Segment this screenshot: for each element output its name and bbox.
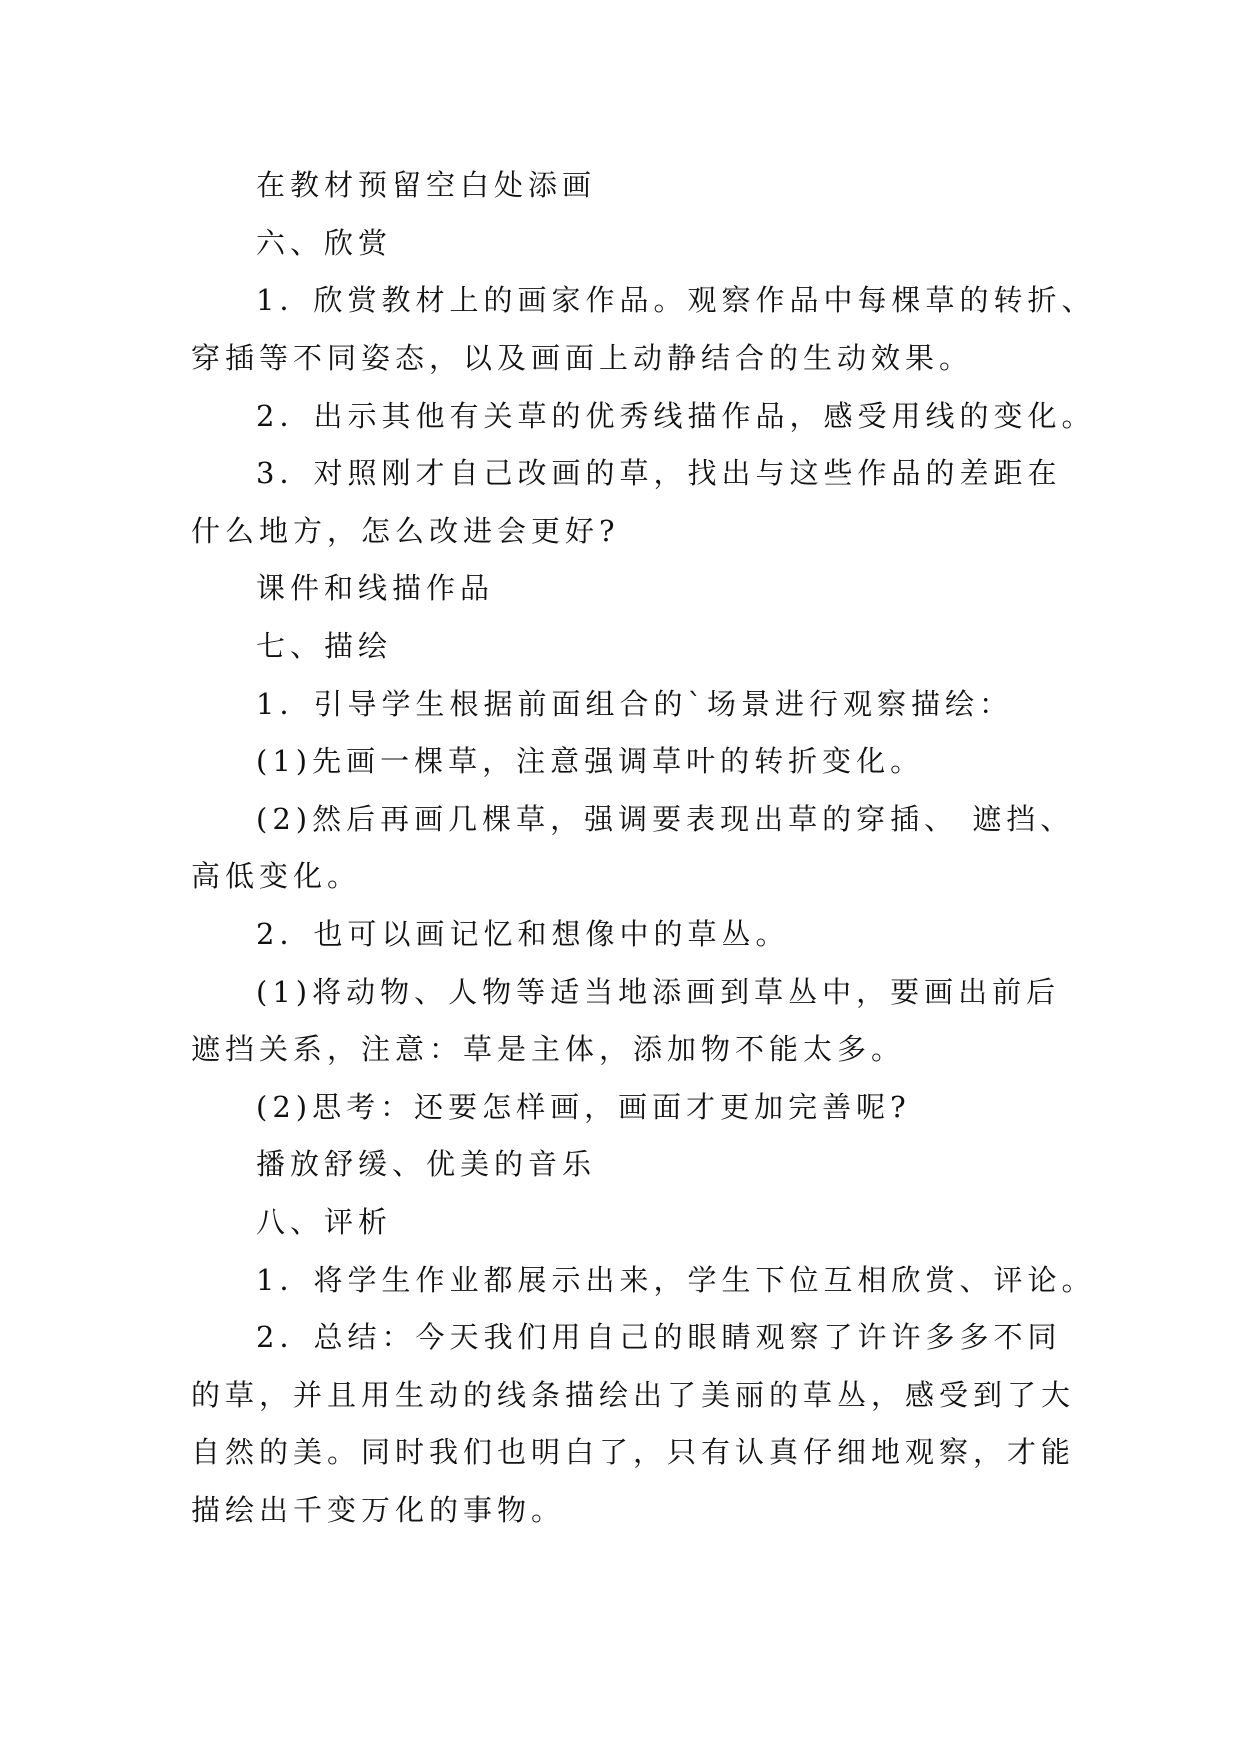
text-line: 播放舒缓、优美的音乐 [256, 1147, 597, 1181]
text-line: 2．总结：今天我们用自己的眼睛观察了许许多多不同 [256, 1320, 1062, 1354]
text-line: 3．对照刚才自己改画的草，找出与这些作品的差距在 [256, 456, 1062, 490]
text-line: 2．出示其他有关草的优秀线描作品，感受用线的变化。 [256, 399, 1096, 433]
text-line: 课件和线描作品 [256, 571, 495, 605]
text-line: (1)先画一棵草，注意强调草叶的转折变化。 [256, 744, 925, 778]
text-line: 什么地方，怎么改进会更好? [191, 514, 620, 548]
text-line: 在教材预留空白处添画 [256, 168, 597, 202]
text-line: 高低变化。 [191, 859, 362, 893]
section-heading: 六、欣赏 [256, 226, 393, 260]
text-line: 1．欣赏教材上的画家作品。观察作品中每棵草的转折、 [256, 283, 1096, 317]
section-heading: 八、评析 [256, 1205, 393, 1239]
text-line: 1．将学生作业都展示出来，学生下位互相欣赏、评论。 [256, 1263, 1096, 1297]
section-heading: 七、描绘 [256, 629, 393, 663]
text-line: 描绘出千变万化的事物。 [191, 1493, 566, 1527]
text-line: (2)然后再画几棵草，强调要表现出草的穿插、 遮挡、 [256, 802, 1075, 836]
text-line: (1)将动物、人物等适当地添画到草丛中，要画出前后 [256, 975, 1061, 1009]
text-line: 的草，并且用生动的线条描绘出了美丽的草丛，感受到了大 [191, 1378, 1076, 1412]
text-line: 穿插等不同姿态，以及画面上动静结合的生动效果。 [191, 341, 974, 375]
text-line: (2)思考：还要怎样画，画面才更加完善呢? [256, 1090, 911, 1124]
text-line: 自然的美。同时我们也明白了，只有认真仔细地观察，才能 [191, 1435, 1076, 1469]
text-line: 遮挡关系，注意：草是主体，添加物不能太多。 [191, 1032, 906, 1066]
text-line: 1．引导学生根据前面组合的`场景进行观察描绘： [256, 687, 1013, 721]
text-line: 2．也可以画记忆和想像中的草丛。 [256, 917, 790, 951]
